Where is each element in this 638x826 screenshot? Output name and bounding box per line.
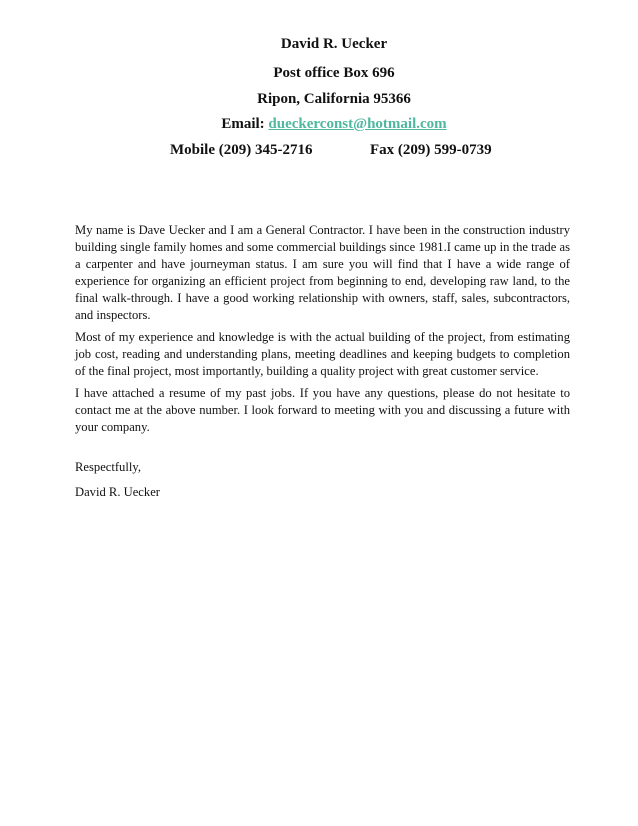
letter-body xyxy=(75,222,570,441)
email-link[interactable]: dueckerconst@hotmail.com xyxy=(268,116,447,132)
sender-name: David R. Uecker xyxy=(280,36,388,52)
mobile-number: Mobile (209) 345-2716 xyxy=(170,142,313,158)
body-paragraph-experience: Most of my experience and knowledge is with the actual building of the project, from estimating job cost, reading and understanding plans, meeting deadlines and keeping budgets to completion of the final project, most importantly, building a quality project with great customer service. xyxy=(75,330,570,378)
signature-name: David R. Uecker xyxy=(75,485,160,499)
sender-email-line xyxy=(0,114,638,134)
phone-fax-row xyxy=(170,140,492,160)
letter-closing xyxy=(75,459,160,509)
email-label: Email: xyxy=(221,116,269,132)
salutation: Respectfully, xyxy=(75,460,141,474)
sender-address-line1: Post office Box 696 xyxy=(273,65,395,81)
fax-number: Fax (209) 599-0739 xyxy=(370,142,492,158)
sender-address-line2: Ripon, California 95366 xyxy=(257,91,411,107)
body-paragraph-closing: I have attached a resume of my past jobs. If you have any questions, please do not hesitate to contact me at the above number. I look forward to meeting with you and discussing a future with your company. xyxy=(75,386,570,434)
body-paragraph-intro: My name is Dave Uecker and I am a General Contractor. I have been in the construction industry building single family homes and some commercial buildings since 1981.I came up in the trade as a carpenter and have journeyman status. I am sure you will find that I have a wide range of experience for organizing an efficient project from beginning to end, developing raw land, to the final walk-through. I have a good working relationship with owners, staff, sales, subcontractors, and inspectors. xyxy=(75,223,570,322)
